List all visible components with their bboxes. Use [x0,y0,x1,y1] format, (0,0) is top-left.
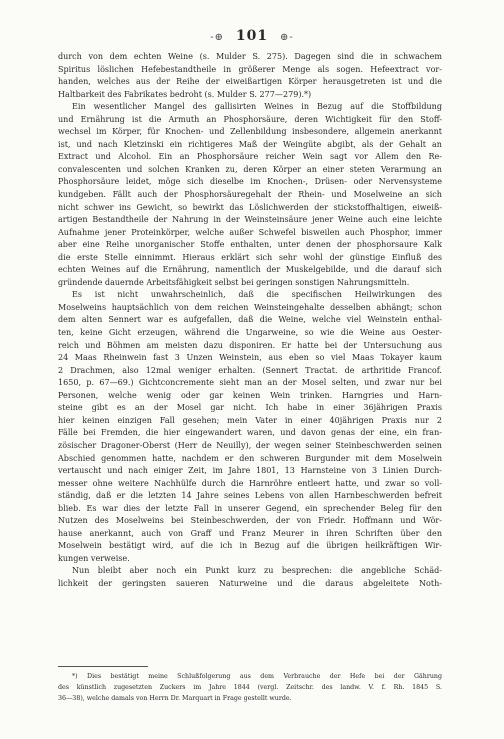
text-line: Moselweins hauptsächlich von dem reichen Weinsteingehalte desselben abhängt; schon [58,302,442,312]
text-line: durch von dem echten Weine (s. Mulder S. 275). Dagegen sind die in schwachem [58,52,442,61]
text-line: 24 Maas Rheinwein fast 3 Unzen Weinstein, aus eben so viel Maas Tokayer kaum [58,353,442,363]
text-line: wechsel im Körper, für Knochen- und Zellenbildung insbesondere, allgemein anerkannt [58,127,442,137]
text-line: gründende dauernde Arbeitsfähigkeit selbst bei geringen sonstigen Nahrungsmitteln. [58,277,410,287]
ornament-left-icon: -⊕ [210,32,224,43]
page-header [0,28,504,44]
page-number: 101 [235,28,269,44]
text-line: aber eine Reihe unorganischer Stoffe enthalten, unter denen der phosphorsaure Kalk [58,240,442,250]
text-line: kungen verweise. [58,553,130,563]
footnote-line: des künstlich zugesetzten Zuckers im Jahre 1844 (vergl. Zeitschr. des landw. V. f. Rh. 1845 S. [58,684,442,692]
text-line: hause anerkannt, auch von Graff und Franz Meurer in ihren Schriften über den [58,528,442,538]
text-line: Moselwein bestätigt wird, auf die ich in Bezug auf die übrigen heilkräftigen Wir- [58,541,442,551]
text-line: Nun bleibt aber noch ein Punkt kurz zu besprechen: die angebliche Schäd- [72,566,442,576]
text-line: messer ohne weitere Nachhülfe durch die Harnröhre entleert hatte, und zwar so voll- [58,478,442,488]
footnote-line: 36—38), welche damals von Herrn Dr. Marquart in Frage gestellt wurde. [58,695,292,703]
text-line: Phosphorsäure leidet, möge sich dieselbe im Knochen-, Drüsen- oder Nervensysteme [58,177,442,187]
text-line: 1650, p. 67—69.) Gichtconcremente sieht man an der Mosel selten, und zwar nur bei [58,378,442,388]
text-line: kundgeben. Fällt auch der Phosphorsäuregehalt der Rhein- und Moselweine an sich [58,190,442,200]
text-line: nicht schwer ins Gewicht, so bewirkt das Löslichwerden der stickstoffhaltigen, eiweiß- [58,202,442,212]
text-line: die erste Stelle einnimmt. Hieraus erklärt sich sehr wohl der günstige Einfluß des [58,252,442,262]
text-line: handen, welches aus der Reihe der eiweißartigen Körper herausgetreten ist und die [58,77,442,87]
text-line: echten Weines auf die Ernährung, namentlich der Muskelgebilde, und die darauf sich [58,265,442,275]
text-line: lichkeit der geringsten saueren Naturweine und die daraus abgeleitete Noth- [58,578,442,588]
text-line: Aufnahme jener Proteinkörper, welche außer Schwefel bisweilen auch Phosphor, immer [58,227,442,237]
text-line: Ein wesentlicher Mangel des gallisirten Weines in Bezug auf die Stoffbildung [72,102,442,112]
text-line: ten, keine Gicht erzeugen, während die Ungarweine, so wie die Weine aus Oester- [58,328,442,338]
footnote-divider [58,666,148,667]
text-line: artigen Bestandtheile der Nahrung in der Weinsteinsäure jener Weine auch eine leichte [58,215,442,225]
text-line: dem alten Sennert war es aufgefallen, daß die Weine, welche viel Weinstein enthal- [58,315,442,325]
text-line: Nutzen des Moselweins bei Steinbeschwerden, der von Friedr. Hoffmann und Wör- [58,516,442,526]
text-line: vertauscht und nach einiger Zeit, im Jahre 1801, 13 Harnsteine von 3 Linien Durch- [58,466,442,476]
footnote-line: *) Dies bestätigt meine Schlußfolgerung aus dem Verbrauche der Hefe bei der Gährung [72,673,442,680]
footnote [58,671,442,705]
text-line: Haltbarkeit des Fabrikates bedroht (s. Mulder S. 277—279).*) [58,89,312,99]
text-line: ständig, daß er die letzten 14 Jahre seines Lebens von allen Harnbeschwerden befreit [58,491,442,501]
text-line: Fälle bei Fremden, die hier eingewandert waren, und davon genas der eine, ein fran- [58,428,442,438]
text-line: Es ist nicht unwahrscheinlich, daß die specifischen Heilwirkungen des [72,290,442,300]
text-line: steine gibt es an der Mosel gar nicht. Ich habe in einer 36jährigen Praxis [58,403,442,413]
text-line: hier keinen einzigen Fall gesehen; mein Vater in einer 40jährigen Praxis nur 2 [58,415,442,425]
text-line: und Ernährung ist die Armuth an Phosphorsäure, deren Wichtigkeit für den Stoff- [58,114,442,124]
text-line: Abschied genommen hatte, nachdem er den schweren Burgunder mit dem Moselwein [58,453,442,463]
body-text [58,51,442,591]
text-line: Personen, welche wenig oder gar keinen Wein trinken. Harngries und Harn- [58,390,442,400]
text-line: zösischer Dragoner-Oberst (Herr de Neuilly), der wegen seiner Steinbeschwerden seinen [58,440,442,450]
text-line: Spiritus löslichen Hefebestandtheile in größerer Menge als sogen. Hefeextract vor- [58,64,442,74]
ornament-right-icon: ⊕- [279,32,294,43]
text-line: Extract und Alcohol. Ein an Phosphorsäure reicher Wein sagt vor Allem den Re- [58,152,442,162]
text-line: reich und Böhmen am meisten dazu disponiren. Er hatte bei der Untersuchung aus [58,340,442,350]
text-line: 2 Drachmen, also 12mal weniger erhalten. (Sennert Tractat. de arthritide Francof. [58,365,442,375]
text-line: convalescenten und solchen Kranken zu, deren Körper an einer steten Verarmung an [58,164,442,174]
text-line: blieb. Es war dies der letzte Fall in unserer Gegend, ein sprechender Beleg für den [58,503,442,513]
text-line: ist, und nach Kletzinski ein richtigeres Maß der Weingüte abgibt, als der Gehalt an [58,139,442,149]
